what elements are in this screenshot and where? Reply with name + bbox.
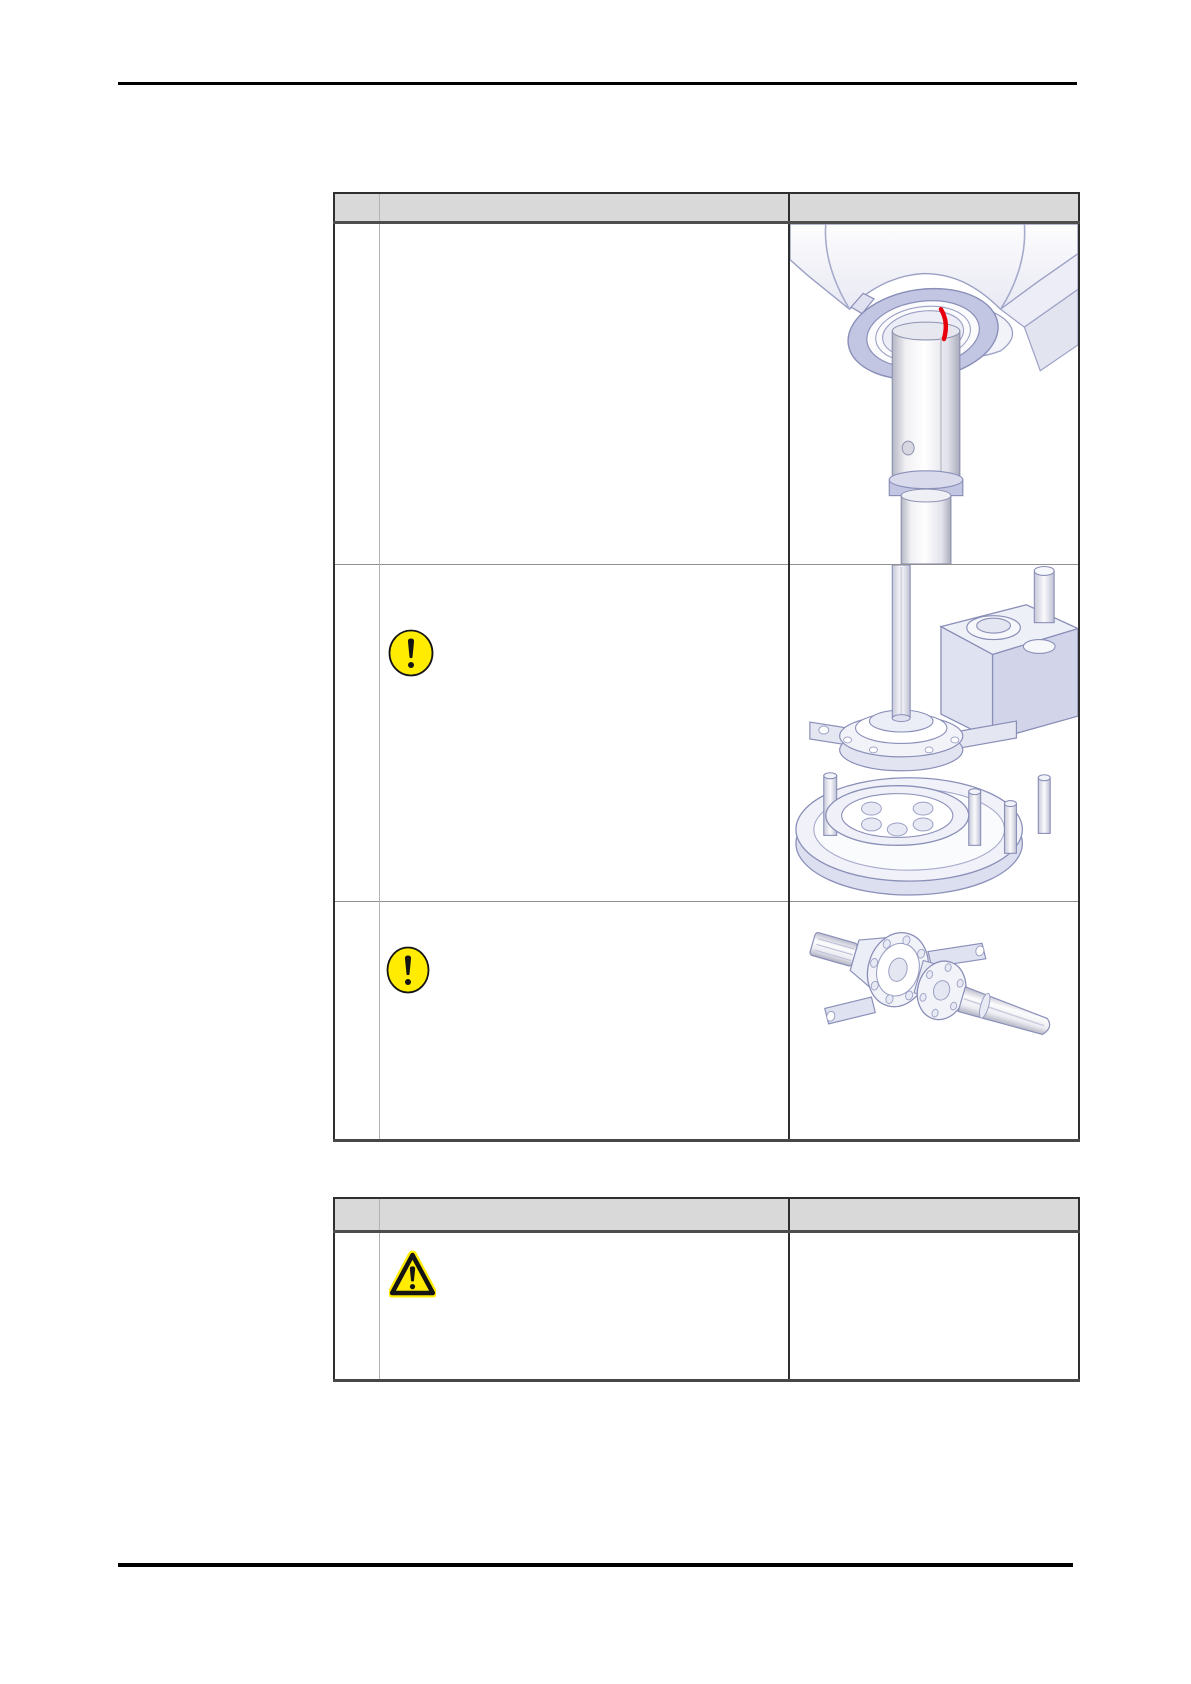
table-row <box>334 564 1079 901</box>
illustration-header-cell <box>789 1198 1079 1231</box>
table-header-row <box>334 1198 1079 1231</box>
step-header-cell <box>334 193 379 222</box>
table-header-row <box>334 193 1079 222</box>
illustration-cell <box>789 222 1079 564</box>
illustration-header-cell <box>789 193 1079 222</box>
instruction-header-cell <box>379 193 789 222</box>
warning-triangle-icon <box>389 1248 436 1300</box>
footer-rule <box>118 1563 1073 1567</box>
gear-assembly-illustration <box>790 565 1078 901</box>
illustration-cell <box>789 901 1079 1140</box>
procedure-table-lower <box>333 1197 1080 1382</box>
exclamation-circle-icon <box>388 629 434 677</box>
table-row <box>334 901 1079 1140</box>
table-row <box>334 222 1079 564</box>
step-header-cell <box>334 1198 379 1231</box>
step-cell <box>334 564 379 901</box>
step-cell <box>334 222 379 564</box>
illustration-cell <box>789 564 1079 901</box>
procedure-table-upper <box>333 192 1080 1142</box>
drive-shaft-illustration <box>790 902 1078 1139</box>
table-row <box>334 1231 1079 1380</box>
instruction-cell <box>379 1231 789 1380</box>
header-rule <box>118 82 1077 85</box>
shaft-in-bearing-illustration <box>790 224 1078 564</box>
illustration-cell <box>789 1231 1079 1380</box>
instruction-cell <box>379 222 789 564</box>
instruction-cell <box>379 564 789 901</box>
instruction-header-cell <box>379 1198 789 1231</box>
exclamation-circle-icon <box>385 946 431 994</box>
instruction-cell <box>379 901 789 1140</box>
step-cell <box>334 901 379 1140</box>
step-cell <box>334 1231 379 1380</box>
